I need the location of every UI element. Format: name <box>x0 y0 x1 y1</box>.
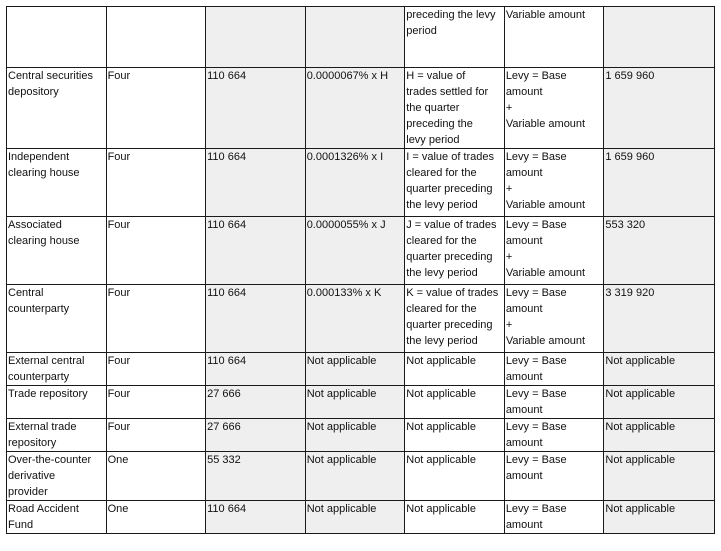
formula-cell-line: Levy = Base <box>505 454 567 466</box>
formula-cell <box>504 501 604 534</box>
entity-cell-line: counterparty <box>8 371 70 383</box>
variable-basis-cell-line: Not applicable <box>406 355 476 367</box>
entity-cell-line: Over-the-counter <box>8 454 92 466</box>
entity-cell-line: provider <box>8 486 48 498</box>
amount-cell <box>604 149 715 217</box>
entity-cell <box>7 217 107 285</box>
variable-basis-cell-line: Not applicable <box>406 421 476 433</box>
frequency-cell-text: Four <box>107 287 131 299</box>
base-amount-cell <box>206 419 306 452</box>
entity-cell <box>7 452 107 501</box>
levy-table <box>6 6 715 534</box>
entity-cell <box>7 149 107 217</box>
frequency-cell <box>106 7 206 68</box>
variable-basis-cell-line: the quarter <box>406 102 460 114</box>
percentage-cell <box>305 149 405 217</box>
amount-cell <box>604 353 715 386</box>
percentage-cell <box>305 353 405 386</box>
frequency-cell <box>106 149 206 217</box>
entity-cell-line: clearing house <box>8 235 80 247</box>
amount-cell <box>604 217 715 285</box>
variable-basis-cell-line: cleared for the <box>406 167 477 179</box>
percentage-cell <box>305 452 405 501</box>
entity-cell-line: clearing house <box>8 167 80 179</box>
frequency-cell <box>106 68 206 149</box>
formula-cell <box>504 285 604 353</box>
variable-basis-cell <box>405 501 505 534</box>
base-amount-cell-text: 110 664 <box>207 503 247 515</box>
entity-cell <box>7 68 107 149</box>
base-amount-cell-text: 110 664 <box>207 151 247 163</box>
frequency-cell-text: Four <box>107 151 131 163</box>
formula-cell-line: amount <box>505 86 543 98</box>
variable-basis-cell-line: Not applicable <box>406 388 476 400</box>
entity-cell <box>7 285 107 353</box>
entity-cell <box>7 501 107 534</box>
frequency-cell-text: Four <box>107 219 131 231</box>
entity-cell-line: Associated <box>8 219 62 231</box>
formula-cell-line: + <box>505 251 513 263</box>
variable-basis-cell-line: the levy period <box>406 199 478 211</box>
variable-basis-cell-line: trades settled for <box>406 86 489 98</box>
frequency-cell <box>106 501 206 534</box>
base-amount-cell <box>206 501 306 534</box>
table-row <box>7 353 715 386</box>
formula-cell <box>504 68 604 149</box>
percentage-cell-text: 0.000133% x K <box>306 287 382 299</box>
amount-cell <box>604 452 715 501</box>
amount-cell-text: 3 319 920 <box>605 287 655 299</box>
formula-cell-line: Levy = Base <box>505 388 567 400</box>
amount-cell <box>604 419 715 452</box>
entity-cell-line: counterparty <box>8 303 70 315</box>
table-row <box>7 68 715 149</box>
formula-cell-line: Variable amount <box>505 199 586 211</box>
percentage-cell-text: 0.0001326% x I <box>306 151 384 163</box>
variable-basis-cell <box>405 217 505 285</box>
percentage-cell-text: 0.0000067% x H <box>306 70 389 82</box>
formula-cell-line: Levy = Base <box>505 355 567 367</box>
entity-cell-line: Road Accident <box>8 503 79 515</box>
variable-basis-cell-line: I = value of trades <box>406 151 494 163</box>
entity-cell-line: External trade <box>8 421 77 433</box>
variable-basis-cell-line: quarter preceding <box>406 251 493 263</box>
entity-cell <box>7 386 107 419</box>
formula-cell <box>504 217 604 285</box>
variable-basis-cell-line: the levy period <box>406 267 478 279</box>
entity-cell-line: External central <box>8 355 85 367</box>
variable-basis-cell-line: period <box>406 25 437 37</box>
entity-cell-line: Central <box>8 287 44 299</box>
variable-basis-cell-line: K = value of trades <box>406 287 499 299</box>
base-amount-cell <box>206 353 306 386</box>
frequency-cell-text: Four <box>107 70 131 82</box>
formula-cell-line: Variable amount <box>505 267 586 279</box>
table-row <box>7 7 715 68</box>
variable-basis-cell <box>405 149 505 217</box>
base-amount-cell-text: 27 666 <box>207 388 241 400</box>
formula-cell-line: + <box>505 183 513 195</box>
formula-cell <box>504 386 604 419</box>
formula-cell <box>504 7 604 68</box>
entity-cell <box>7 7 107 68</box>
variable-basis-cell-line: quarter preceding <box>406 319 493 331</box>
formula-cell-line: amount <box>505 519 543 531</box>
formula-cell-line: amount <box>505 235 543 247</box>
base-amount-cell-text: 55 332 <box>207 454 241 466</box>
table-row <box>7 285 715 353</box>
formula-cell <box>504 419 604 452</box>
formula-cell-line: amount <box>505 404 543 416</box>
percentage-cell <box>305 68 405 149</box>
variable-basis-cell <box>405 7 505 68</box>
base-amount-cell <box>206 68 306 149</box>
base-amount-cell <box>206 386 306 419</box>
variable-basis-cell-line: preceding the levy <box>406 9 496 21</box>
variable-basis-cell <box>405 452 505 501</box>
percentage-cell <box>305 7 405 68</box>
percentage-cell-text: Not applicable <box>306 355 377 367</box>
base-amount-cell-text: 110 664 <box>207 287 247 299</box>
formula-cell-line: amount <box>505 303 543 315</box>
variable-basis-cell-line: levy period <box>406 134 460 146</box>
entity-cell-line: Independent <box>8 151 70 163</box>
table-row <box>7 501 715 534</box>
amount-cell <box>604 386 715 419</box>
frequency-cell-text: One <box>107 454 129 466</box>
frequency-cell <box>106 217 206 285</box>
formula-cell <box>504 149 604 217</box>
formula-cell-line: amount <box>505 437 543 449</box>
percentage-cell-text: Not applicable <box>306 421 377 433</box>
table-row <box>7 419 715 452</box>
percentage-cell <box>305 419 405 452</box>
frequency-cell-text: Four <box>107 355 131 367</box>
formula-cell-line: Variable amount <box>505 335 586 347</box>
base-amount-cell-text: 110 664 <box>207 219 247 231</box>
entity-cell-line: Fund <box>8 519 34 531</box>
formula-cell-line: Levy = Base <box>505 219 567 231</box>
base-amount-cell <box>206 285 306 353</box>
formula-cell-line: Levy = Base <box>505 421 567 433</box>
formula-cell-line: + <box>505 319 513 331</box>
entity-cell-line: Trade repository <box>8 388 88 400</box>
base-amount-cell-text: 110 664 <box>207 70 247 82</box>
variable-basis-cell-line: preceding the <box>406 118 473 130</box>
amount-cell-text: Not applicable <box>605 454 676 466</box>
variable-basis-cell <box>405 419 505 452</box>
table-row <box>7 149 715 217</box>
percentage-cell <box>305 501 405 534</box>
percentage-cell-text: Not applicable <box>306 454 377 466</box>
amount-cell <box>604 7 715 68</box>
formula-cell-line: Levy = Base <box>505 503 567 515</box>
table-row <box>7 386 715 419</box>
amount-cell-text: Not applicable <box>605 355 676 367</box>
frequency-cell-text: Four <box>107 421 131 433</box>
frequency-cell <box>106 353 206 386</box>
table-row <box>7 217 715 285</box>
frequency-cell <box>106 452 206 501</box>
frequency-cell-text: Four <box>107 388 131 400</box>
formula-cell-line: Variable amount <box>505 9 586 21</box>
amount-cell-text: 553 320 <box>605 219 646 231</box>
percentage-cell-text: Not applicable <box>306 388 377 400</box>
formula-cell <box>504 452 604 501</box>
variable-basis-cell-line: J = value of trades <box>406 219 497 231</box>
base-amount-cell-text: 27 666 <box>207 421 241 433</box>
formula-cell-line: amount <box>505 371 543 383</box>
base-amount-cell-text: 110 664 <box>207 355 247 367</box>
frequency-cell <box>106 419 206 452</box>
formula-cell-line: Levy = Base <box>505 151 567 163</box>
entity-cell <box>7 419 107 452</box>
entity-cell <box>7 353 107 386</box>
variable-basis-cell <box>405 285 505 353</box>
percentage-cell <box>305 285 405 353</box>
table-row <box>7 452 715 501</box>
variable-basis-cell-line: Not applicable <box>406 454 476 466</box>
frequency-cell-text: One <box>107 503 129 515</box>
amount-cell-text: Not applicable <box>605 388 676 400</box>
frequency-cell <box>106 285 206 353</box>
base-amount-cell <box>206 217 306 285</box>
frequency-cell <box>106 386 206 419</box>
formula-cell <box>504 353 604 386</box>
entity-cell-line: repository <box>8 437 57 449</box>
amount-cell <box>604 68 715 149</box>
base-amount-cell <box>206 452 306 501</box>
variable-basis-cell-line: Not applicable <box>406 503 476 515</box>
amount-cell-text: 1 659 960 <box>605 70 655 82</box>
amount-cell <box>604 501 715 534</box>
formula-cell-line: Levy = Base <box>505 287 567 299</box>
variable-basis-cell-line: cleared for the <box>406 303 477 315</box>
variable-basis-cell-line: the levy period <box>406 335 478 347</box>
percentage-cell-text: Not applicable <box>306 503 377 515</box>
amount-cell-text: Not applicable <box>605 421 676 433</box>
variable-basis-cell <box>405 353 505 386</box>
percentage-cell <box>305 386 405 419</box>
variable-basis-cell-line: H = value of <box>406 70 466 82</box>
formula-cell-line: + <box>505 102 513 114</box>
variable-basis-cell-line: cleared for the <box>406 235 477 247</box>
amount-cell <box>604 285 715 353</box>
variable-basis-cell <box>405 68 505 149</box>
percentage-cell-text: 0.0000055% x J <box>306 219 386 231</box>
base-amount-cell <box>206 149 306 217</box>
levy-table-body <box>7 7 715 534</box>
percentage-cell <box>305 217 405 285</box>
entity-cell-line: Central securities <box>8 70 93 82</box>
formula-cell-line: Variable amount <box>505 118 586 130</box>
amount-cell-text: 1 659 960 <box>605 151 655 163</box>
variable-basis-cell <box>405 386 505 419</box>
base-amount-cell <box>206 7 306 68</box>
amount-cell-text: Not applicable <box>605 503 676 515</box>
variable-basis-cell-line: quarter preceding <box>406 183 493 195</box>
formula-cell-line: amount <box>505 167 543 179</box>
entity-cell-line: derivative <box>8 470 56 482</box>
formula-cell-line: amount <box>505 470 543 482</box>
formula-cell-line: Levy = Base <box>505 70 567 82</box>
entity-cell-line: depository <box>8 86 59 98</box>
